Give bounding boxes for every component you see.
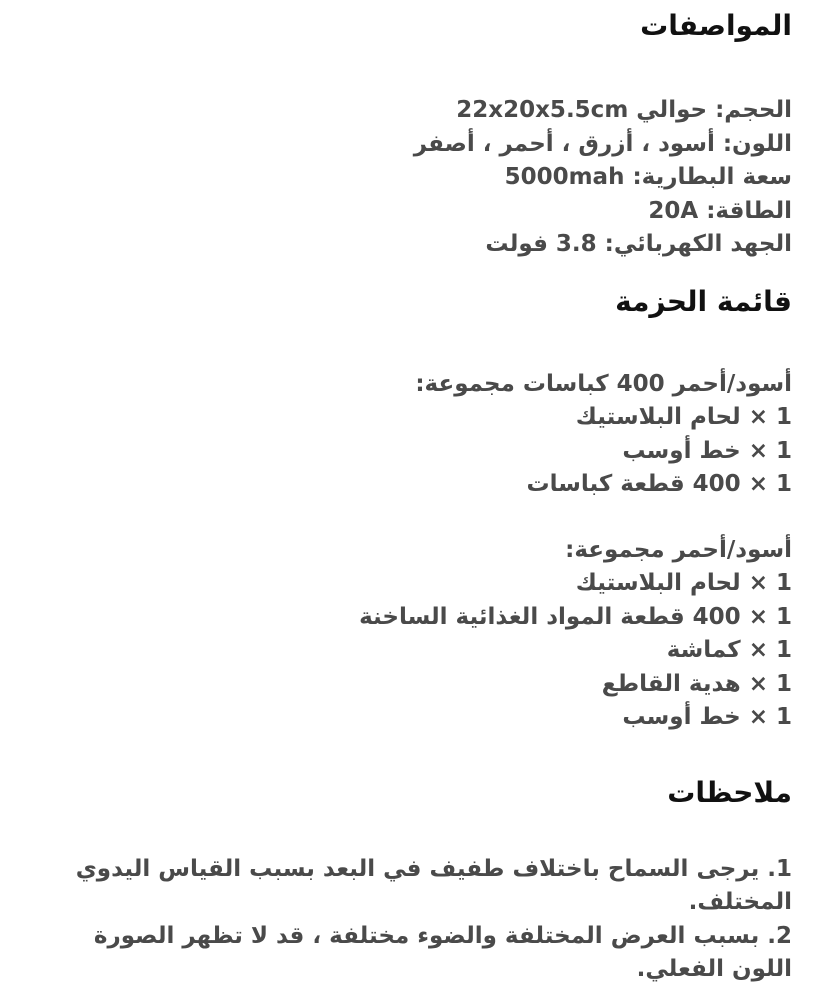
spec-color: اللون: أسود ، أزرق ، أحمر ، أصفر xyxy=(413,130,792,157)
spec-size: الحجم: حوالي 22x20x5.5cm xyxy=(456,97,792,123)
package-item: 1 × 400 قطعة المواد الغذائية الساخنة xyxy=(359,603,792,630)
spec-power: الطاقة: 20A xyxy=(648,197,792,224)
package-set-1 xyxy=(60,368,792,502)
spec-battery: سعة البطارية: 5000mah xyxy=(504,164,792,190)
specs-list xyxy=(60,94,792,262)
spec-voltage: الجهد الكهربائي: 3.8 فولت xyxy=(485,231,792,257)
note-item: 1. يرجى السماح باختلاف طفيف في البعد بسبب القياس اليدوي المختلف. xyxy=(75,855,792,915)
package-item: 1 × 400 قطعة كباسات xyxy=(526,471,792,497)
package-item: 1 × خط أوسب xyxy=(622,704,792,730)
notes-title: ملاحظات xyxy=(667,775,792,809)
package-set-2-heading: أسود/أحمر مجموعة: xyxy=(565,536,792,563)
package-item: 1 × كماشة xyxy=(666,637,792,663)
note-item: 2. بسبب العرض المختلفة والضوء مختلفة ، قد لا تظهر الصورة اللون الفعلي. xyxy=(93,922,792,982)
package-item: 1 × خط أوسب xyxy=(622,437,792,464)
package-item: 1 × هدية القاطع xyxy=(601,670,792,697)
notes-list xyxy=(60,853,792,987)
package-title: قائمة الحزمة xyxy=(615,284,792,318)
package-item: 1 × لحام البلاستيك xyxy=(575,570,792,596)
package-set-2 xyxy=(60,534,792,735)
specs-title: المواصفات xyxy=(640,9,792,42)
package-set-1-heading: أسود/أحمر 400 كباسات مجموعة: xyxy=(415,370,792,397)
package-item: 1 × لحام البلاستيك xyxy=(575,404,792,430)
